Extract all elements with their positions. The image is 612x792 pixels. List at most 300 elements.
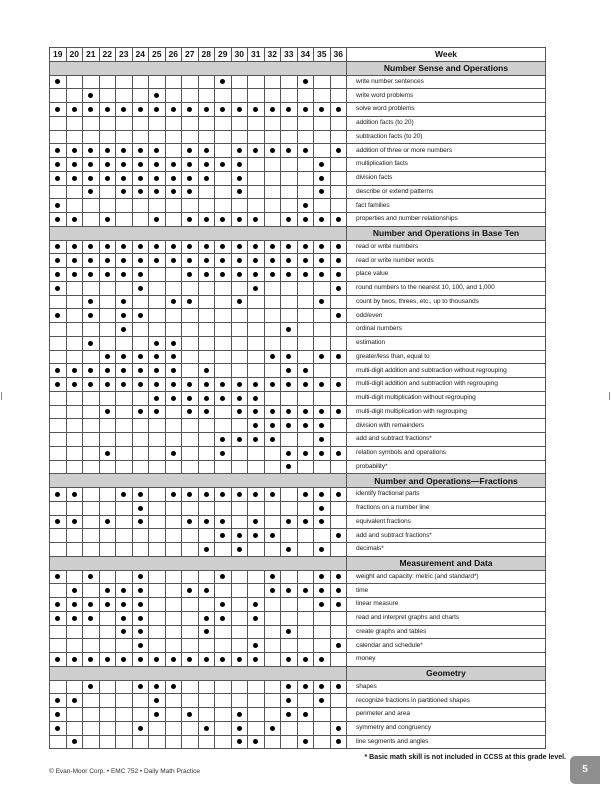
week-cell [264,254,281,268]
week-cell [132,268,149,282]
practice-dot [88,602,93,607]
week-cell [231,405,248,419]
practice-dot [286,712,291,717]
practice-dot [88,382,93,387]
week-cell [264,708,281,722]
week-number-header: 23 [116,48,133,62]
week-cell [264,350,281,364]
practice-dot [303,492,308,497]
week-cell [264,158,281,172]
week-cell [248,570,265,584]
practice-dot [154,698,159,703]
week-cell [66,433,83,447]
practice-dot [121,162,126,167]
week-cell [132,254,149,268]
practice-dot [105,354,110,359]
ccss-footnote: * Basic math skill is not included in CCSS at this grade level. [364,754,566,761]
week-cell [50,405,67,419]
week-cell [149,570,166,584]
week-cell [281,501,298,515]
practice-dot [303,739,308,744]
week-cell [50,598,67,612]
practice-dot [72,657,77,662]
week-cell [99,171,116,185]
practice-dot [55,162,60,167]
skill-label: round numbers to the nearest 10, 100, and 1,000 [347,281,546,295]
week-cell [198,254,215,268]
week-cell [231,336,248,350]
week-cell [248,694,265,708]
week-cell [198,350,215,364]
practice-dot [286,217,291,222]
week-cell [215,336,232,350]
practice-dot [138,519,143,524]
week-number-header: 30 [231,48,248,62]
week-cell [248,735,265,749]
practice-dot [303,79,308,84]
week-cell [99,529,116,543]
week-cell [231,625,248,639]
week-cell [132,378,149,392]
practice-dot [121,313,126,318]
week-cell [99,323,116,337]
week-cell [264,694,281,708]
week-cell [297,570,314,584]
week-cell [165,584,182,598]
practice-dot [253,258,258,263]
week-cell [215,350,232,364]
week-cell [182,501,199,515]
week-cell [297,460,314,474]
week-cell [165,460,182,474]
section-header-spacer [50,474,347,488]
practice-dot [336,272,341,277]
practice-dot [253,437,258,442]
week-cell [66,391,83,405]
week-cell [248,171,265,185]
week-cell [264,721,281,735]
week-cell [330,144,347,158]
week-cell [116,268,133,282]
practice-dot [138,258,143,263]
week-cell [132,405,149,419]
week-cell [149,515,166,529]
practice-dot [105,176,110,181]
practice-dot [220,258,225,263]
week-cell [149,254,166,268]
practice-dot [121,107,126,112]
practice-dot [138,368,143,373]
practice-dot [121,382,126,387]
week-cell [149,680,166,694]
week-cell [149,653,166,667]
week-cell [116,103,133,117]
week-cell [330,350,347,364]
practice-dot [138,162,143,167]
week-cell [149,295,166,309]
practice-dot [303,148,308,153]
section-header-spacer [50,226,347,240]
practice-dot [105,382,110,387]
week-cell [83,735,100,749]
week-cell [248,721,265,735]
week-cell [330,543,347,557]
practice-dot [253,409,258,414]
skill-row [50,336,546,350]
week-cell [132,543,149,557]
week-cell [198,185,215,199]
practice-dot [270,272,275,277]
week-cell [297,364,314,378]
week-cell [182,639,199,653]
week-cell [116,116,133,130]
week-cell [116,515,133,529]
week-cell [198,336,215,350]
week-cell [215,708,232,722]
week-cell [314,721,331,735]
week-cell [198,130,215,144]
week-cell [215,171,232,185]
week-cell [149,735,166,749]
week-cell [314,598,331,612]
practice-dot [187,189,192,194]
practice-dot [319,519,324,524]
practice-dot [319,492,324,497]
week-cell [215,653,232,667]
practice-dot [319,698,324,703]
week-cell [83,515,100,529]
practice-dot [319,684,324,689]
week-cell [66,350,83,364]
week-cell [149,529,166,543]
practice-dot [286,588,291,593]
week-cell [182,199,199,213]
week-cell [50,158,67,172]
skill-row [50,281,546,295]
week-cell [182,213,199,227]
week-cell [231,364,248,378]
week-cell [116,543,133,557]
week-cell [83,501,100,515]
practice-dot [72,176,77,181]
week-cell [132,350,149,364]
practice-dot [286,684,291,689]
week-cell [99,116,116,130]
week-cell [215,570,232,584]
week-cell [215,639,232,653]
week-cell [264,419,281,433]
week-cell [248,116,265,130]
margin-mark-right [609,392,610,400]
week-cell [297,281,314,295]
week-cell [198,611,215,625]
practice-dot [220,217,225,222]
week-cell [264,529,281,543]
week-cell [83,309,100,323]
practice-dot [286,519,291,524]
skill-label: time [347,584,546,598]
skill-label: read or write number words [347,254,546,268]
practice-dot [187,272,192,277]
skill-row [50,103,546,117]
practice-dot [55,286,60,291]
skill-row [50,515,546,529]
week-cell [83,419,100,433]
week-cell [198,391,215,405]
week-cell [231,694,248,708]
skill-label: estimation [347,336,546,350]
practice-dot [237,409,242,414]
practice-dot [303,258,308,263]
week-cell [281,268,298,282]
skill-label: multi-digit multiplication without regrouping [347,391,546,405]
week-cell [132,529,149,543]
week-cell [264,309,281,323]
practice-dot [204,519,209,524]
week-cell [116,625,133,639]
week-cell [149,639,166,653]
week-cell [264,433,281,447]
margin-mark-left [1,392,2,400]
skill-row [50,625,546,639]
week-cell [149,336,166,350]
week-cell [264,405,281,419]
skill-label: describe or extend patterns [347,185,546,199]
practice-dot [154,657,159,662]
week-cell [281,735,298,749]
practice-dot [270,726,275,731]
week-cell [330,639,347,653]
week-cell [116,240,133,254]
week-cell [231,199,248,213]
practice-dot [237,217,242,222]
practice-dot [286,382,291,387]
week-cell [83,350,100,364]
practice-dot [55,258,60,263]
week-cell [165,391,182,405]
week-cell [165,213,182,227]
week-cell [264,323,281,337]
week-cell [50,240,67,254]
week-cell [297,501,314,515]
practice-dot [88,574,93,579]
practice-dot [105,451,110,456]
practice-dot [171,368,176,373]
practice-dot [204,217,209,222]
week-cell [132,735,149,749]
week-cell [50,584,67,598]
practice-dot [171,189,176,194]
week-cell [281,281,298,295]
week-cell [281,144,298,158]
practice-dot [171,451,176,456]
week-cell [198,213,215,227]
practice-dot [319,299,324,304]
practice-dot [237,657,242,662]
week-cell [165,103,182,117]
week-cell [182,680,199,694]
week-cell [132,653,149,667]
practice-dot [187,396,192,401]
practice-dot [88,313,93,318]
week-cell [182,625,199,639]
week-cell [297,391,314,405]
week-cell [66,295,83,309]
practice-dot [204,657,209,662]
practice-dot [237,437,242,442]
practice-dot [154,107,159,112]
week-cell [314,378,331,392]
practice-dot [72,588,77,593]
skill-label: count by twos, threes, etc., up to thousands [347,295,546,309]
week-cell [165,488,182,502]
practice-dot [319,657,324,662]
practice-dot [88,107,93,112]
practice-dot [88,162,93,167]
practice-dot [253,643,258,648]
week-cell [99,460,116,474]
week-cell [215,735,232,749]
practice-dot [72,616,77,621]
practice-dot [55,657,60,662]
practice-dot [55,519,60,524]
week-cell [66,130,83,144]
week-cell [281,584,298,598]
week-cell [297,543,314,557]
week-cell [231,598,248,612]
practice-dot [187,712,192,717]
week-cell [330,391,347,405]
week-cell [132,694,149,708]
week-cell [297,721,314,735]
week-cell [99,391,116,405]
week-cell [264,501,281,515]
week-cell [297,268,314,282]
practice-dot [319,602,324,607]
practice-dot [237,107,242,112]
week-cell [264,75,281,89]
week-cell [330,460,347,474]
week-cell [50,680,67,694]
week-number-header: 19 [50,48,67,62]
week-cell [132,144,149,158]
week-cell [66,446,83,460]
week-cell [297,185,314,199]
skill-row [50,323,546,337]
week-cell [66,721,83,735]
week-cell [281,721,298,735]
skill-label: shapes [347,680,546,694]
week-cell [264,515,281,529]
section-title: Number Sense and Operations [347,61,546,75]
week-cell [231,611,248,625]
practice-dot [88,616,93,621]
week-number-header: 26 [165,48,182,62]
practice-dot [220,574,225,579]
week-cell [248,543,265,557]
week-cell [99,130,116,144]
skill-row [50,708,546,722]
practice-dot [121,657,126,662]
skill-row [50,529,546,543]
practice-dot [336,354,341,359]
skill-label: multiplication facts [347,158,546,172]
practice-dot [204,616,209,621]
week-cell [215,515,232,529]
practice-dot [253,602,258,607]
week-cell [132,433,149,447]
week-cell [264,281,281,295]
practice-dot [303,382,308,387]
week-cell [165,158,182,172]
week-number-header: 24 [132,48,149,62]
week-cell [132,323,149,337]
week-cell [198,501,215,515]
practice-dot [204,409,209,414]
practice-dot [138,313,143,318]
week-cell [66,213,83,227]
week-cell [198,584,215,598]
practice-dot [187,217,192,222]
practice-dot [121,176,126,181]
skill-row [50,89,546,103]
week-cell [83,611,100,625]
practice-dot [319,176,324,181]
week-cell [83,75,100,89]
practice-dot [121,258,126,263]
week-cell [198,735,215,749]
practice-dot [171,341,176,346]
week-cell [297,199,314,213]
week-cell [231,419,248,433]
practice-dot [171,657,176,662]
week-cell [182,281,199,295]
week-cell [50,543,67,557]
practice-dot [204,547,209,552]
week-cell [281,570,298,584]
week-cell [198,488,215,502]
practice-dot [253,107,258,112]
section-title: Number and Operations—Fractions [347,474,546,488]
practice-dot [237,272,242,277]
week-cell [116,391,133,405]
week-cell [50,336,67,350]
week-cell [165,653,182,667]
week-cell [83,281,100,295]
week-cell [116,735,133,749]
week-number-header: 32 [264,48,281,62]
skill-row [50,653,546,667]
week-cell [83,130,100,144]
week-cell [66,144,83,158]
skill-label: multi-digit addition and subtraction without regrouping [347,364,546,378]
week-cell [314,570,331,584]
practice-dot [154,341,159,346]
week-cell [165,708,182,722]
week-cell [198,446,215,460]
week-cell [231,254,248,268]
practice-dot [55,602,60,607]
week-cell [165,378,182,392]
practice-dot [55,616,60,621]
practice-dot [138,588,143,593]
week-cell [83,268,100,282]
practice-dot [121,368,126,373]
week-cell [281,199,298,213]
practice-dot [270,107,275,112]
week-cell [248,364,265,378]
practice-dot [204,588,209,593]
